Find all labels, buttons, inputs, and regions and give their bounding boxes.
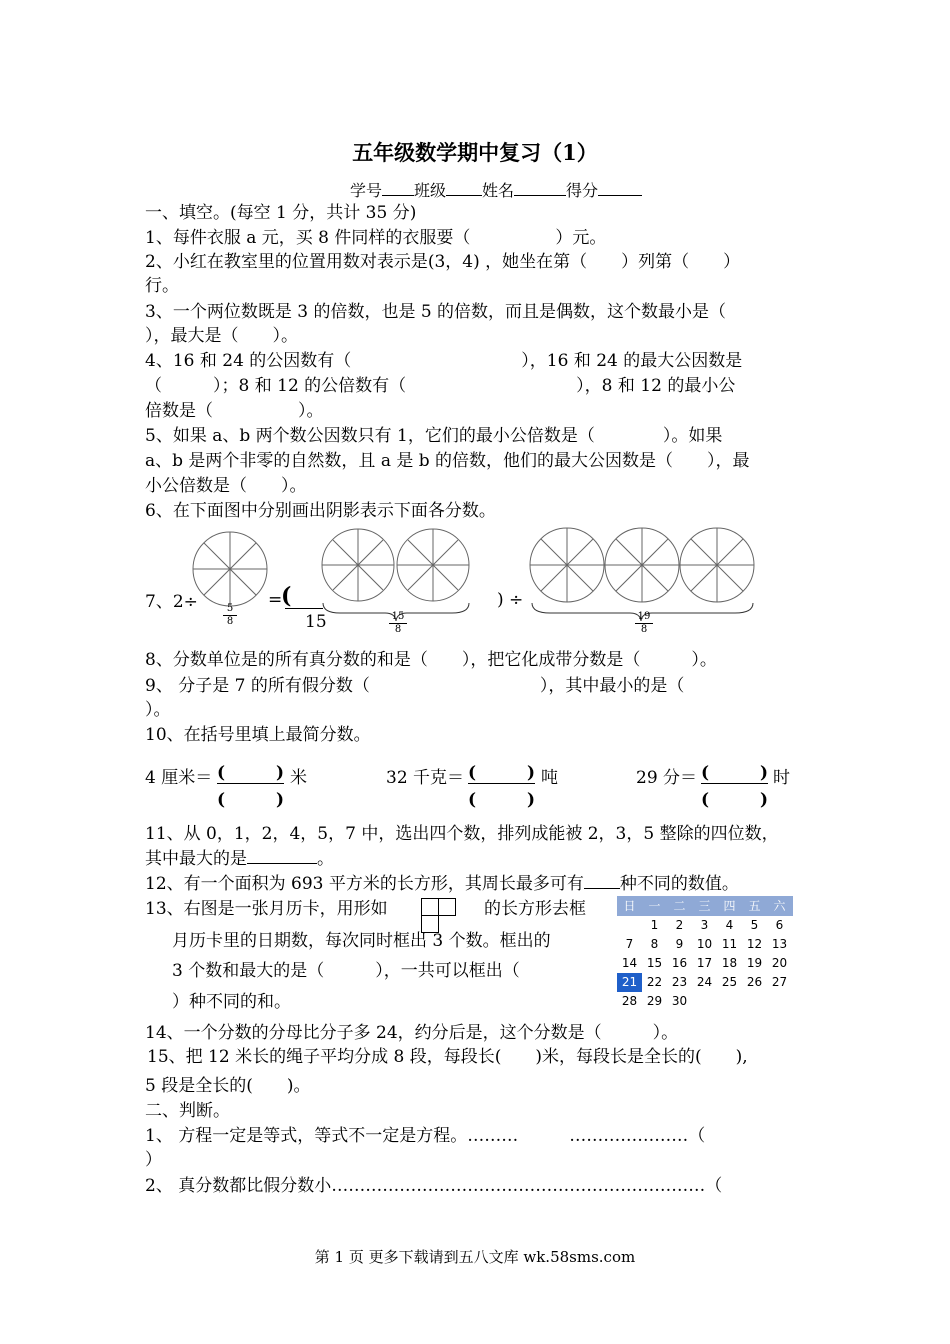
calendar-day: 18 [721,956,738,970]
question-11-text: 其中最大的是 [145,849,247,869]
judge-2: 2、 真分数都比假分数小…………………………………………………………（ [145,1176,723,1196]
calendar-header [617,896,793,916]
calendar-day: 16 [671,956,688,970]
question-4-line3: 倍数是（ ）。 [145,401,324,421]
circle-b1 [322,529,394,601]
question-8: 8、分数单位是的所有真分数的和是（ ），把它化成带分数是（ ）。 [145,650,717,670]
question-1: 1、每件衣服 a 元，买 8 件同样的衣服要（ ）元。 [145,228,607,248]
question-13-line1b: 的长方形去框 [484,899,586,919]
fraction-circles-figure [180,525,780,645]
calendar-day: 3 [700,918,709,932]
q10-item-1-label: 4 厘米＝ [145,768,213,788]
calendar-day: 23 [671,975,688,989]
calendar-day: 19 [746,956,763,970]
calendar-day: 8 [650,937,659,951]
calendar-day: 9 [675,937,684,951]
section-judge-heading: 二、判断。 [145,1101,230,1121]
section-fill-heading: 一、填空。(每空 1 分，共计 35 分) [145,203,417,223]
judge-1-line1: 1、 方程一定是等式，等式不一定是方程。……… …………………（ [145,1126,706,1146]
judge-1-line2: ） [145,1150,162,1170]
calendar-weekday: 四 [723,899,736,913]
q10-item-3-unit: 时 [773,768,790,788]
fraction-numerator: 15 [391,611,405,622]
question-12-end: 种不同的数值。 [619,874,739,894]
question-4-line2: （ ）；8 和 12 的公倍数有（ ），8 和 12 的最小公 [145,376,736,396]
question-13-line1: 13、右图是一张月历卡，用形如 [145,899,388,919]
calendar-day: 14 [621,956,638,970]
question-7-equals: = [268,590,283,610]
calendar-day: 21 [617,973,642,992]
question-4-line1: 4、16 和 24 的公因数有（ ），16 和 24 的最大公因数是 [145,351,743,371]
calendar-day [617,916,642,935]
fraction-15-8 [389,612,407,635]
header-fields [350,178,642,201]
question-9-line1: 9、 分子是 7 的所有假分数（ ），其中最小的是（ [145,676,685,696]
circle-a [193,532,267,606]
name-blank[interactable] [514,195,566,196]
student-no-blank[interactable] [382,195,414,196]
question-7-fraction-bar [285,608,323,609]
class-label: 班级 [414,181,447,200]
question-7-prefix: 7、2÷ [145,592,198,612]
question-12-text: 12、有一个面积为 693 平方米的长方形，其周长最多可有 [145,874,584,894]
question-11-line1: 11、从 0，1，2，4，5，7 中，选出四个数，排列成能被 2，3，5 整除的四位数， [145,824,779,844]
score-blank[interactable] [598,195,642,196]
calendar-day: 20 [771,956,788,970]
question-3-line2: ），最大是（ ）。 [145,326,298,346]
question-13-line3: 3 个数和最大的是（ ），一共可以框出（ [172,961,520,981]
question-7-paren: ( [281,583,292,609]
question-3-line1: 3、一个两位数既是 3 的倍数，也是 5 的倍数，而且是偶数，这个数最小是（ [145,302,727,322]
question-11-end: 。 [317,849,334,869]
calendar-day: 1 [650,918,659,932]
calendar-day: 6 [775,918,784,932]
calendar-weekday: 三 [698,899,711,913]
calendar-day: 13 [771,937,788,951]
calendar-weekday: 五 [748,899,761,913]
q10-item-3-numerator[interactable]: ( ) [701,758,768,784]
calendar-weekday: 二 [673,899,686,913]
calendar-day: 29 [646,994,663,1008]
question-2-line2: 行。 [145,276,179,296]
page-title: 五年级数学期中复习（1） [352,140,598,165]
calendar-weekday: 一 [648,899,661,913]
fraction-denominator: 8 [226,616,234,627]
question-13-line2: 月历卡里的日期数，每次同时框出 3 个数。框出的 [172,931,551,951]
calendar-day: 5 [750,918,759,932]
class-blank[interactable] [446,195,482,196]
calendar-weekday: 六 [773,899,786,913]
calendar-day: 27 [771,975,788,989]
calendar-day: 15 [646,956,663,970]
question-5-line3: 小公倍数是（ ）。 [145,476,307,496]
question-7-denominator: 15 [305,612,327,632]
calendar-weekday: 日 [623,899,636,913]
calendar-day: 11 [721,937,738,951]
calendar-day: 17 [696,956,713,970]
q10-item-2-denominator[interactable]: ( ) [468,790,536,810]
question-5-line1: 5、如果 a、b 两个数公因数只有 1，它们的最小公倍数是（ ）。如果 [145,426,723,446]
q10-item-3-label: 29 分＝ [636,768,698,788]
fraction-numerator: 19 [637,611,651,622]
calendar-day: 25 [721,975,738,989]
q10-item-2-numerator[interactable]: ( ) [468,758,535,784]
score-label: 得分 [566,181,599,200]
calendar-day: 26 [746,975,763,989]
calendar-day: 24 [696,975,713,989]
circle-c2 [605,528,679,602]
calendar-day: 22 [646,975,663,989]
calendar-day: 12 [746,937,763,951]
question-15-line2: 5 段是全长的( )。 [145,1076,311,1096]
name-label: 姓名 [482,181,515,200]
question-15-line1: 15、把 12 米长的绳子平均分成 8 段，每段长( )米，每段长是全长的( ), [147,1047,748,1067]
q10-item-1-numerator[interactable]: ( ) [217,758,284,784]
q10-item-1-unit: 米 [290,768,307,788]
fraction-19-8 [635,612,653,635]
fraction-5-8 [223,604,237,627]
calendar-day: 10 [696,937,713,951]
circle-c1 [530,528,604,602]
question-12-blank[interactable] [584,888,620,889]
calendar-day: 2 [675,918,684,932]
question-13-line4: ）种不同的和。 [172,992,291,1012]
question-14: 14、一个分数的分母比分子多 24，约分后是，这个分数是（ ）。 [145,1023,679,1043]
student-no-label: 学号 [350,181,383,200]
question-7-divide: ) ÷ [497,590,524,610]
calendar-days [617,916,793,1011]
calendar-day: 4 [725,918,734,932]
circle-b2 [397,529,469,601]
question-2-line1: 2、小红在教室里的位置用数对表示是(3，4) ，她坐在第（ ）列第（ ） [145,252,741,272]
fraction-denominator: 8 [394,624,402,635]
q10-item-2-unit: 吨 [541,768,558,788]
month-calendar [617,896,793,1011]
circle-c3 [680,528,754,602]
fraction-numerator: 5 [226,603,234,614]
q10-item-3-denominator[interactable]: ( ) [701,790,769,810]
question-5-line2: a、b 是两个非零的自然数，且 a 是 b 的倍数，他们的最大公因数是（ ），最 [145,451,750,471]
calendar-day: 7 [625,937,634,951]
question-12 [145,872,739,896]
question-11-line2 [145,847,334,871]
calendar-day: 28 [621,994,638,1008]
question-6: 6、在下面图中分别画出阴影表示下面各分数。 [145,501,496,521]
q10-item-2-label: 32 千克＝ [386,768,465,788]
calendar-day: 30 [671,994,688,1008]
question-11-blank[interactable] [247,863,317,864]
q10-item-1-denominator[interactable]: ( ) [217,790,285,810]
question-10: 10、在括号里填上最简分数。 [145,725,371,745]
question-9-line2: ）。 [145,700,171,720]
page-footer: 第 1 页 更多下载请到五八文库 wk.58sms.com [314,1248,636,1266]
fraction-denominator: 8 [640,624,648,635]
